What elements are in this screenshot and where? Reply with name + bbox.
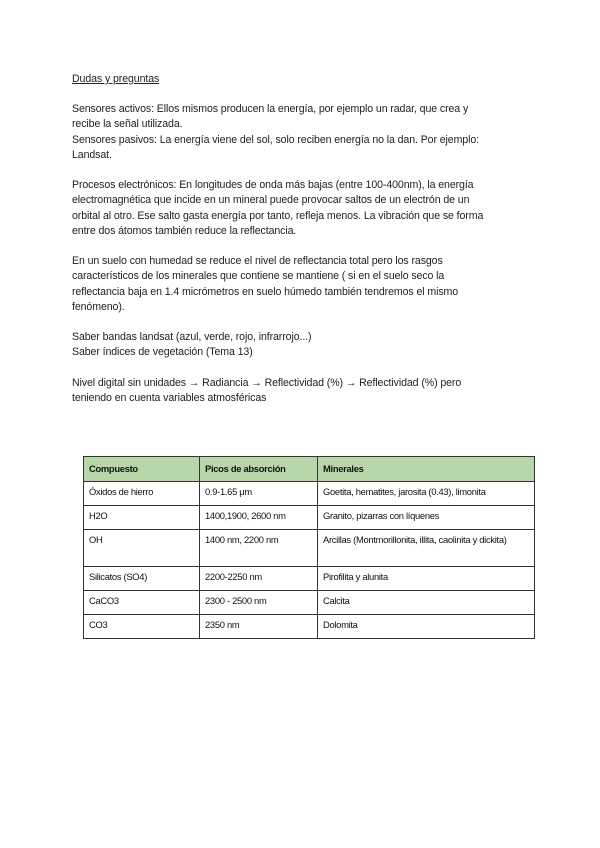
header-compuesto: Compuesto <box>84 457 200 482</box>
text-line: fenómeno). <box>72 300 125 313</box>
paragraph-procesos <box>72 178 532 239</box>
paragraph-nivel-digital <box>72 376 532 406</box>
cell-compuesto: CO3 <box>84 615 200 639</box>
cell-minerales: Pirofilita y alunita <box>318 567 535 591</box>
notes-text <box>72 72 532 421</box>
cell-picos: 0.9-1.65 μm <box>200 482 318 506</box>
cell-compuesto: Óxidos de hierro <box>84 482 200 506</box>
text-line: reflectancia baja en 1.4 micrómetros en suelo húmedo también tendremos el mismo <box>72 285 459 298</box>
table-row <box>84 530 535 567</box>
header-minerales: Minerales <box>318 457 535 482</box>
table-row <box>84 567 535 591</box>
cell-minerales: Dolomita <box>318 615 535 639</box>
cell-minerales: Goetita, hematites, jarosita (0.43), limonita <box>318 482 535 506</box>
cell-minerales: Calcita <box>318 591 535 615</box>
text-line: Procesos electrónicos: En longitudes de onda más bajas (entre 100-400nm), la energía <box>72 179 474 192</box>
table-row <box>84 591 535 615</box>
table-row <box>84 506 535 530</box>
absorption-table-wrapper <box>83 456 527 639</box>
cell-picos: 2350 nm <box>200 615 318 639</box>
cell-picos: 2300 - 2500 nm <box>200 591 318 615</box>
cell-picos: 2200-2250 nm <box>200 567 318 591</box>
page-title: Dudas y preguntas <box>72 73 160 85</box>
cell-compuesto: CaCO3 <box>84 591 200 615</box>
absorption-table <box>83 456 535 639</box>
paragraph-sensores <box>72 102 532 163</box>
cell-minerales: Arcillas (Montmorillonita, illita, caolinita y dickita) <box>318 530 535 567</box>
text-line: Sensores activos: Ellos mismos producen la energía, por ejemplo un radar, que crea y <box>72 103 469 116</box>
header-picos: Picos de absorción <box>200 457 318 482</box>
text-line: orbital al otro. Ese salto gasta energía por tanto, refleja menos. La vibración que se forma <box>72 209 484 222</box>
cell-picos: 1400,1900, 2600 nm <box>200 506 318 530</box>
text-line: recibe la señal utilizada. <box>72 118 183 131</box>
cell-picos: 1400 nm, 2200 nm <box>200 530 318 567</box>
text-line: teniendo en cuenta variables atmosféricas <box>72 392 267 404</box>
table-row <box>84 615 535 639</box>
text-line: entre dos átomos también reduce la reflectancia. <box>72 224 297 237</box>
cell-compuesto: H2O <box>84 506 200 530</box>
paragraph-humedad <box>72 254 532 315</box>
text-line: En un suelo con humedad se reduce el nivel de reflectancia total pero los rasgos <box>72 255 443 268</box>
text-line: Saber bandas landsat (azul, verde, rojo, infrarrojo...) <box>72 331 312 344</box>
cell-compuesto: Silicatos (SO4) <box>84 567 200 591</box>
cell-compuesto: OH <box>84 530 200 567</box>
text-line: Landsat. <box>72 148 112 161</box>
text-line: característicos de los minerales que contiene se mantiene ( si en el suelo seco la <box>72 270 445 283</box>
paragraph-saber <box>72 330 532 360</box>
text-line: Saber índices de vegetación (Tema 13) <box>72 346 253 359</box>
text-line: Sensores pasivos: La energía viene del sol, solo reciben energía no la dan. Por ejemplo: <box>72 133 479 146</box>
table-row <box>84 482 535 506</box>
cell-minerales: Granito, pizarras con líquenes <box>318 506 535 530</box>
table-header-row <box>84 457 535 482</box>
text-line: electromagnética que incide en un mineral puede provocar saltos de un electrón de un <box>72 194 470 207</box>
text-line: Nivel digital sin unidades → Radiancia → Reflectividad (%) → Reflectividad (%) pero <box>72 376 462 389</box>
